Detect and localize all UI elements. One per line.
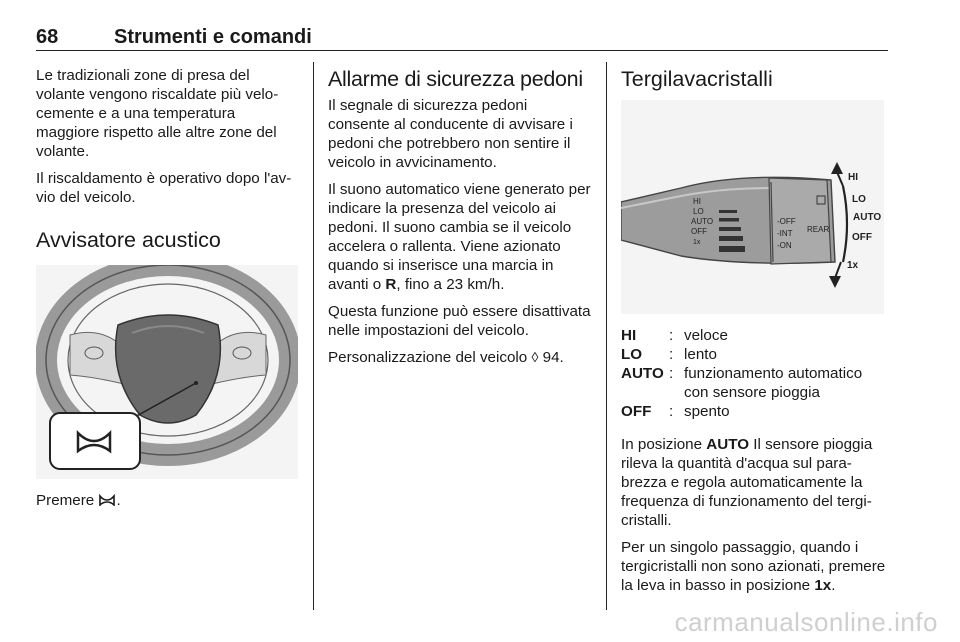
horn-caption-prefix: Premere [36,492,95,509]
section-title: Strumenti e comandi [114,26,312,48]
column-divider-2 [606,62,607,610]
single-wipe-label: 1x [814,577,832,594]
text-segment: Il sensore pioggia rileva la quantità d'acqua sul parabrezza e regola automaticamente la frequenza di funzionamento del tergicristalli. [621,436,873,529]
paragraph-automatic-sound [328,180,592,294]
steering-wheel-illustration [36,265,298,479]
label-1x: 1x [847,260,859,271]
column-1 [36,66,298,518]
text-segment: Per un singolo passaggio, quando i tergicristalli non sono azionati, premere la leva in basso in posizione [621,539,886,594]
paragraph-pedestrian-signal: Il segnale di sicurezza pedoni consente al conducente di avvisare i pedoni che potrebbero non sentire il veicolo in avvicinamento. [328,97,573,171]
label-lo: LO [852,194,866,205]
cross-reference-text: Personalizzazione del veicolo [328,349,528,366]
cross-reference-page: 94. [542,349,564,366]
paragraph-heating-operation: Il riscaldamento è operativo dopo l'avvio del veicolo. [36,170,292,206]
auto-label: AUTO [706,436,750,453]
label-left-auto: AUTO [691,217,714,226]
legend-value: veloce [684,327,728,344]
wiper-legend [621,326,886,421]
label-off: OFF [852,232,872,243]
legend-sep: : [669,365,674,382]
horn-icon [98,494,116,506]
text-segment: In posizione [621,436,707,453]
label-left-hi: HI [693,197,701,206]
legend-key: HI [621,327,637,344]
page-reference-icon: ◊ [531,349,539,365]
paragraph-single-wipe [621,538,886,595]
legend-row [621,345,886,364]
legend-row [621,364,886,402]
legend-key: OFF [621,403,652,420]
gear-reverse-label: R [385,276,397,293]
cross-reference [328,348,592,367]
legend-key: AUTO [621,365,664,382]
heading-wipers: Tergilavacristalli [621,67,773,91]
label-mid-on: -ON [777,241,792,250]
page-header [36,26,888,51]
column-2 [328,66,592,375]
column-3 [621,66,886,603]
label-mid-int: -INT [777,229,793,238]
legend-value: spento [684,403,730,420]
legend-row [621,326,886,345]
label-left-lo: LO [693,207,704,216]
paragraph-auto-rain-sensor [621,435,886,530]
label-rear: REAR [807,225,830,234]
text-segment: . [831,577,836,594]
wiper-lever-figure [621,100,884,314]
heading-horn: Avvisatore acustico [36,228,221,252]
horn-caption-suffix: . [116,492,121,509]
steering-wheel-figure [36,265,298,479]
legend-sep: : [669,403,674,420]
paragraph-deactivate: Questa funzione può essere disattivata nelle impostazioni del veicolo. [328,303,591,339]
label-left-1x: 1x [693,239,701,246]
page-number: 68 [36,26,59,48]
label-hi: HI [848,172,858,183]
legend-row [621,402,886,421]
legend-value: lento [684,346,717,363]
column-divider-1 [313,62,314,610]
heading-pedestrian-alarm: Allarme di sicurezza pedoni [328,67,583,91]
label-left-off: OFF [691,227,707,236]
watermark: carmanualsonline.info [674,607,938,637]
label-mid-off: -OFF [777,217,796,226]
legend-sep: : [669,327,674,344]
wiper-lever-illustration [621,100,884,314]
text-segment: , fino a 23 km/h. [396,276,505,293]
text-segment: Il suono automatico viene generato per indicare la presenza del veicolo ai pedoni. Il suono cambia se il veicolo accelera o rallenta. Viene azionato quando si inserisce una marcia in avanti o [328,181,591,293]
legend-key: LO [621,346,643,363]
label-auto: AUTO [853,212,882,223]
paragraph-grip-zones: Le tradizionali zone di presa del volante vengono riscaldate più velocemente e a una temperatura maggiore rispetto alle altre zone del volante. [36,67,279,160]
horn-caption [36,491,298,510]
legend-value: funzionamento automatico con sensore pioggia [684,365,863,401]
legend-sep: : [669,346,674,363]
